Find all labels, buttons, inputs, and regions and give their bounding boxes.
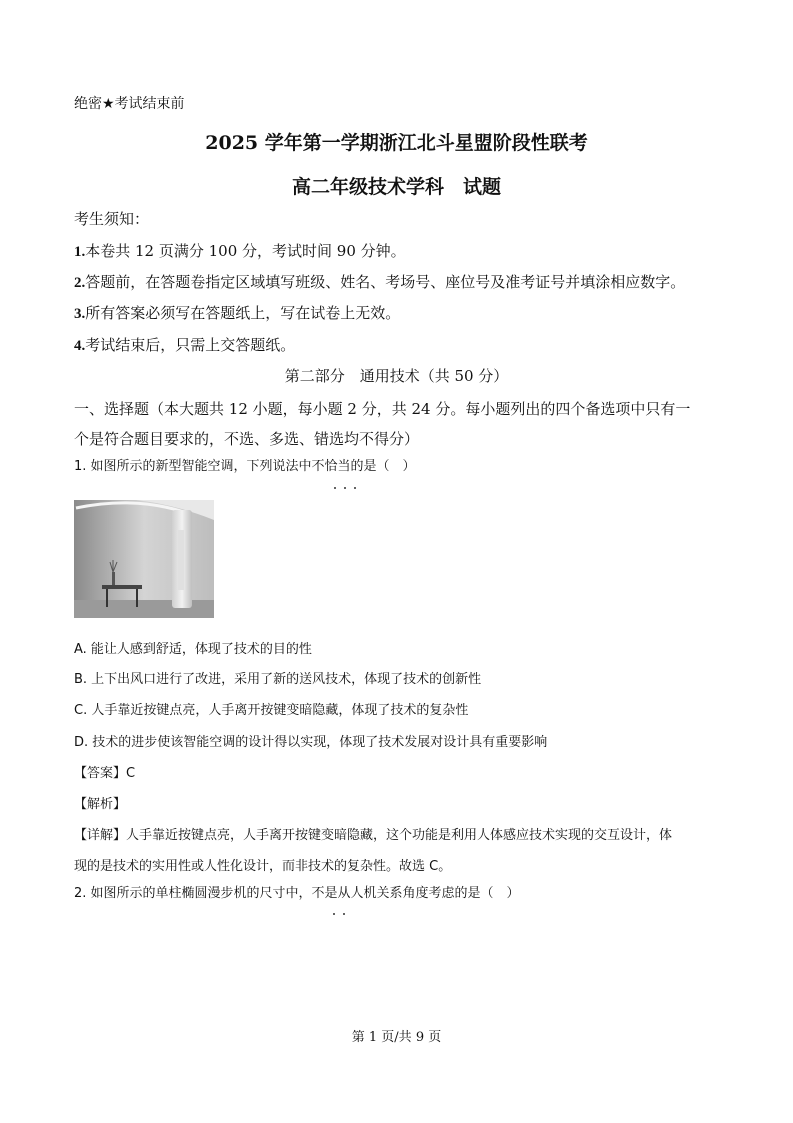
q1-option-c: C. 人手靠近按键点亮，人手离开按键变暗隐藏，体现了技术的复杂性 xyxy=(74,703,469,718)
secret-label: 绝密★考试结束前 xyxy=(74,96,185,112)
page-footer: 第 1 页/共 9 页 xyxy=(351,1030,442,1045)
part-title: 第二部分 通用技术（共 50 分） xyxy=(284,367,509,385)
q1-analysis-label: 【解析】 xyxy=(74,797,127,812)
notice-heading: 考生须知： xyxy=(74,210,150,228)
smart-air-conditioner-figure xyxy=(74,500,214,618)
question-2-stem: 2. 如图所示的单柱椭圆漫步机的尺寸中，不是从人机关系角度考虑的是（ ） xyxy=(74,886,520,901)
exam-title: 2025 学年第一学期浙江北斗星盟阶段性联考 xyxy=(205,132,588,154)
emphasis-dots xyxy=(334,474,364,478)
section-instructions-line2: 个是符合题目要求的，不选、多选、错选均不得分） xyxy=(74,430,420,448)
notice-item: 4.考试结束后，只需上交答题纸。 xyxy=(74,336,296,354)
emphasis-dots xyxy=(333,900,353,904)
q1-option-a: A. 能让人感到舒适，体现了技术的目的性 xyxy=(74,642,312,657)
exam-subtitle: 高二年级技术学科 试题 xyxy=(291,176,501,198)
q1-detail-line1: 【详解】人手靠近按键点亮，人手离开按键变暗隐藏，这个功能是利用人体感应技术实现的交互设计，体 xyxy=(74,828,673,843)
q1-detail-line2: 现的是技术的实用性或人性化设计，而非技术的复杂性。故选 C。 xyxy=(74,859,452,874)
question-1-stem: 1. 如图所示的新型智能空调，下列说法中不恰当的是（ ） xyxy=(74,459,416,474)
q1-option-b: B. 上下出风口进行了改进，采用了新的送风技术，体现了技术的创新性 xyxy=(74,672,482,687)
notice-item: 2.答题前，在答题卷指定区域填写班级、姓名、考场号、座位号及准考证号并填涂相应数字。 xyxy=(74,273,686,291)
section-instructions-line1: 一、选择题（本大题共 12 小题，每小题 2 分，共 24 分。每小题列出的四个备选项中只有一 xyxy=(74,400,691,418)
q1-option-d: D. 技术的进步使该智能空调的设计得以实现，体现了技术发展对设计具有重要影响 xyxy=(74,735,548,750)
notice-item: 3.所有答案必须写在答题纸上，写在试卷上无效。 xyxy=(74,304,401,322)
q1-answer: 【答案】C xyxy=(74,766,136,781)
notice-item: 1.本卷共 12 页满分 100 分，考试时间 90 分钟。 xyxy=(74,242,406,260)
